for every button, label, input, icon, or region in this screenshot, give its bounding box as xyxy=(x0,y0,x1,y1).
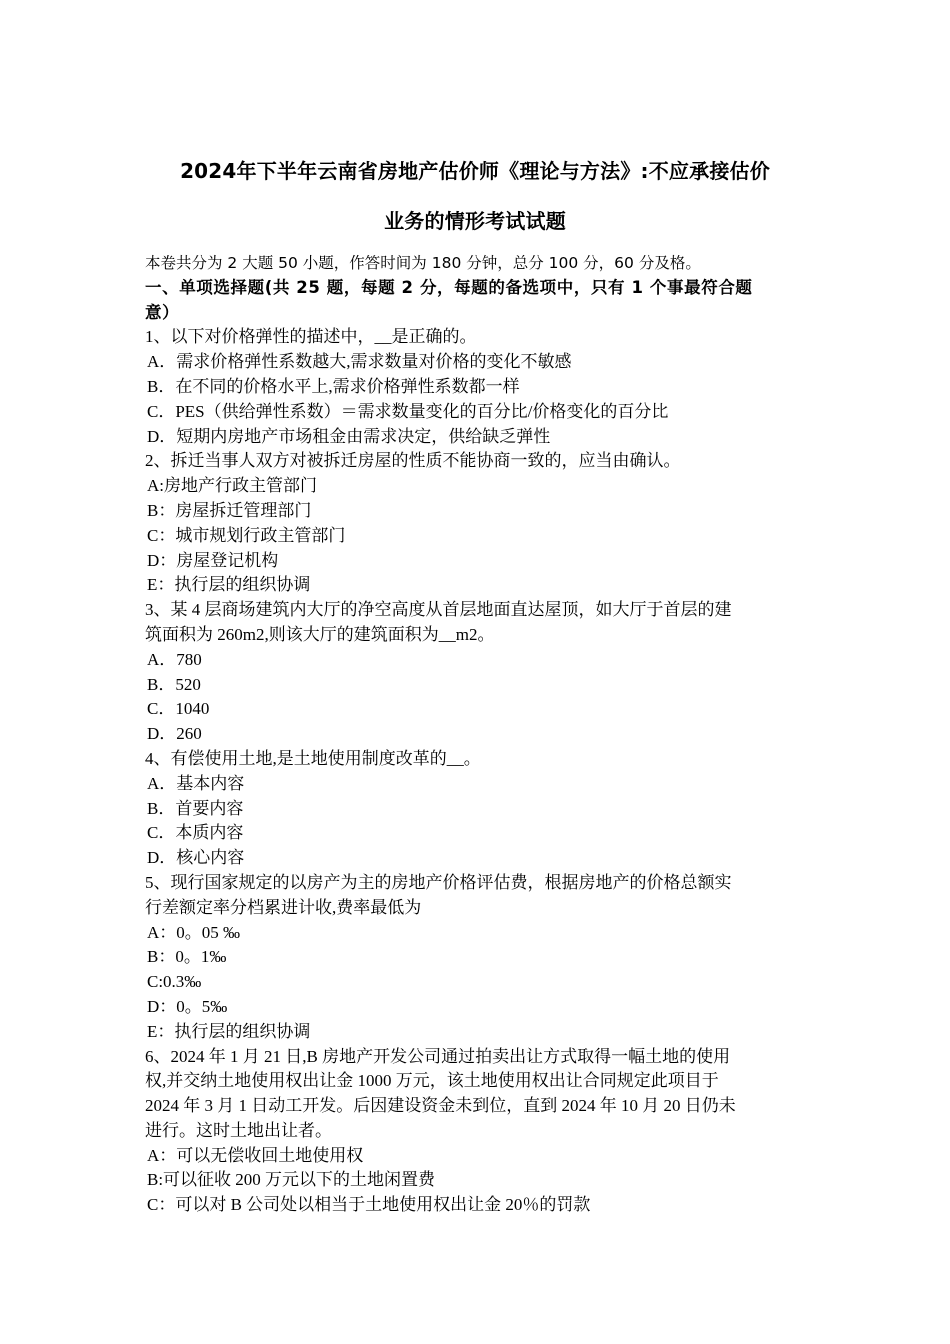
answer-option: C．1040 xyxy=(147,699,210,719)
question-text: 4、有偿使用土地,是土地使用制度改革的__。 xyxy=(145,748,481,768)
answer-option: A．780 xyxy=(147,649,202,669)
answer-option: C：可以对 B 公司处以相当于土地使用权出让金 20％的罚款 xyxy=(147,1195,591,1215)
exam-intro: 本卷共分为 2 大题 50 小题，作答时间为 180 分钟，总分 100 分，60 分及格。 xyxy=(145,254,701,272)
answer-option: A：0。05 ‰ xyxy=(147,922,241,942)
question-list xyxy=(145,325,810,1218)
section-heading-line-1: 一、单项选择题(共 25 题，每题 2 分，每题的备选项中，只有 1 个事最符合题 xyxy=(145,277,753,297)
answer-option: B．520 xyxy=(147,674,201,694)
answer-option: D：0。5‰ xyxy=(147,996,228,1016)
document-body xyxy=(145,251,810,1218)
answer-option: D．短期内房地产市场租金由需求决定，供给缺乏弹性 xyxy=(147,426,551,446)
question-text: 2024 年 3 月 1 日动工开发。后因建设资金未到位，直到 2024 年 10 月 20 日仍未 xyxy=(145,1096,736,1116)
document-title-line-1: 2024年下半年云南省房地产估价师《理论与方法》:不应承接估价 xyxy=(180,159,770,183)
question-text: 1、以下对价格弹性的描述中，__是正确的。 xyxy=(145,327,477,347)
answer-option: A．基本内容 xyxy=(147,773,245,793)
answer-option: D．核心内容 xyxy=(147,848,245,868)
section-heading-line-2: 意） xyxy=(145,302,180,322)
answer-option: B：0。1‰ xyxy=(147,947,227,967)
answer-option: C:0.3‰ xyxy=(147,972,202,992)
answer-option: D．260 xyxy=(147,724,202,744)
answer-option: B．在不同的价格水平上,需求价格弹性系数都一样 xyxy=(147,376,520,396)
answer-option: D：房屋登记机构 xyxy=(147,550,279,570)
answer-option: C．本质内容 xyxy=(147,823,244,843)
question-text: 5、现行国家规定的以房产为主的房地产价格评估费，根据房地产的价格总额实 xyxy=(145,872,732,892)
answer-option: E：执行层的组织协调 xyxy=(147,575,311,595)
question-text: 行差额定率分档累进计收,费率最低为 xyxy=(145,897,422,917)
answer-option: E：执行层的组织协调 xyxy=(147,1021,311,1041)
answer-option: B：房屋拆迁管理部门 xyxy=(147,500,312,520)
answer-option: A．需求价格弹性系数越大,需求数量对价格的变化不敏感 xyxy=(147,352,572,372)
answer-option: B．首要内容 xyxy=(147,798,244,818)
question-text: 6、2024 年 1 月 21 日,B 房地产开发公司通过拍卖出让方式取得一幅土地的使用 xyxy=(145,1046,731,1066)
question-text: 筑面积为 260m2,则该大厅的建筑面积为__m2。 xyxy=(145,624,495,644)
question-text: 2、拆迁当事人双方对被拆迁房屋的性质不能协商一致的，应当由确认。 xyxy=(145,451,681,471)
answer-option: A：可以无偿收回土地使用权 xyxy=(147,1145,364,1165)
question-text: 进行。这时土地出让者。 xyxy=(145,1120,332,1140)
answer-option: A:房地产行政主管部门 xyxy=(147,476,317,496)
answer-option: B:可以征收 200 万元以下的土地闲置费 xyxy=(147,1170,436,1190)
answer-option: C．PES（供给弹性系数）＝需求数量变化的百分比/价格变化的百分比 xyxy=(147,401,669,421)
question-text: 权,并交纳土地使用权出让金 1000 万元，该土地使用权出让合同规定此项目于 xyxy=(145,1071,719,1091)
document-title-line-2: 业务的情形考试试题 xyxy=(384,209,566,233)
answer-option: C：城市规划行政主管部门 xyxy=(147,525,346,545)
question-text: 3、某 4 层商场建筑内大厅的净空高度从首层地面直达屋顶，如大厅于首层的建 xyxy=(145,600,732,620)
